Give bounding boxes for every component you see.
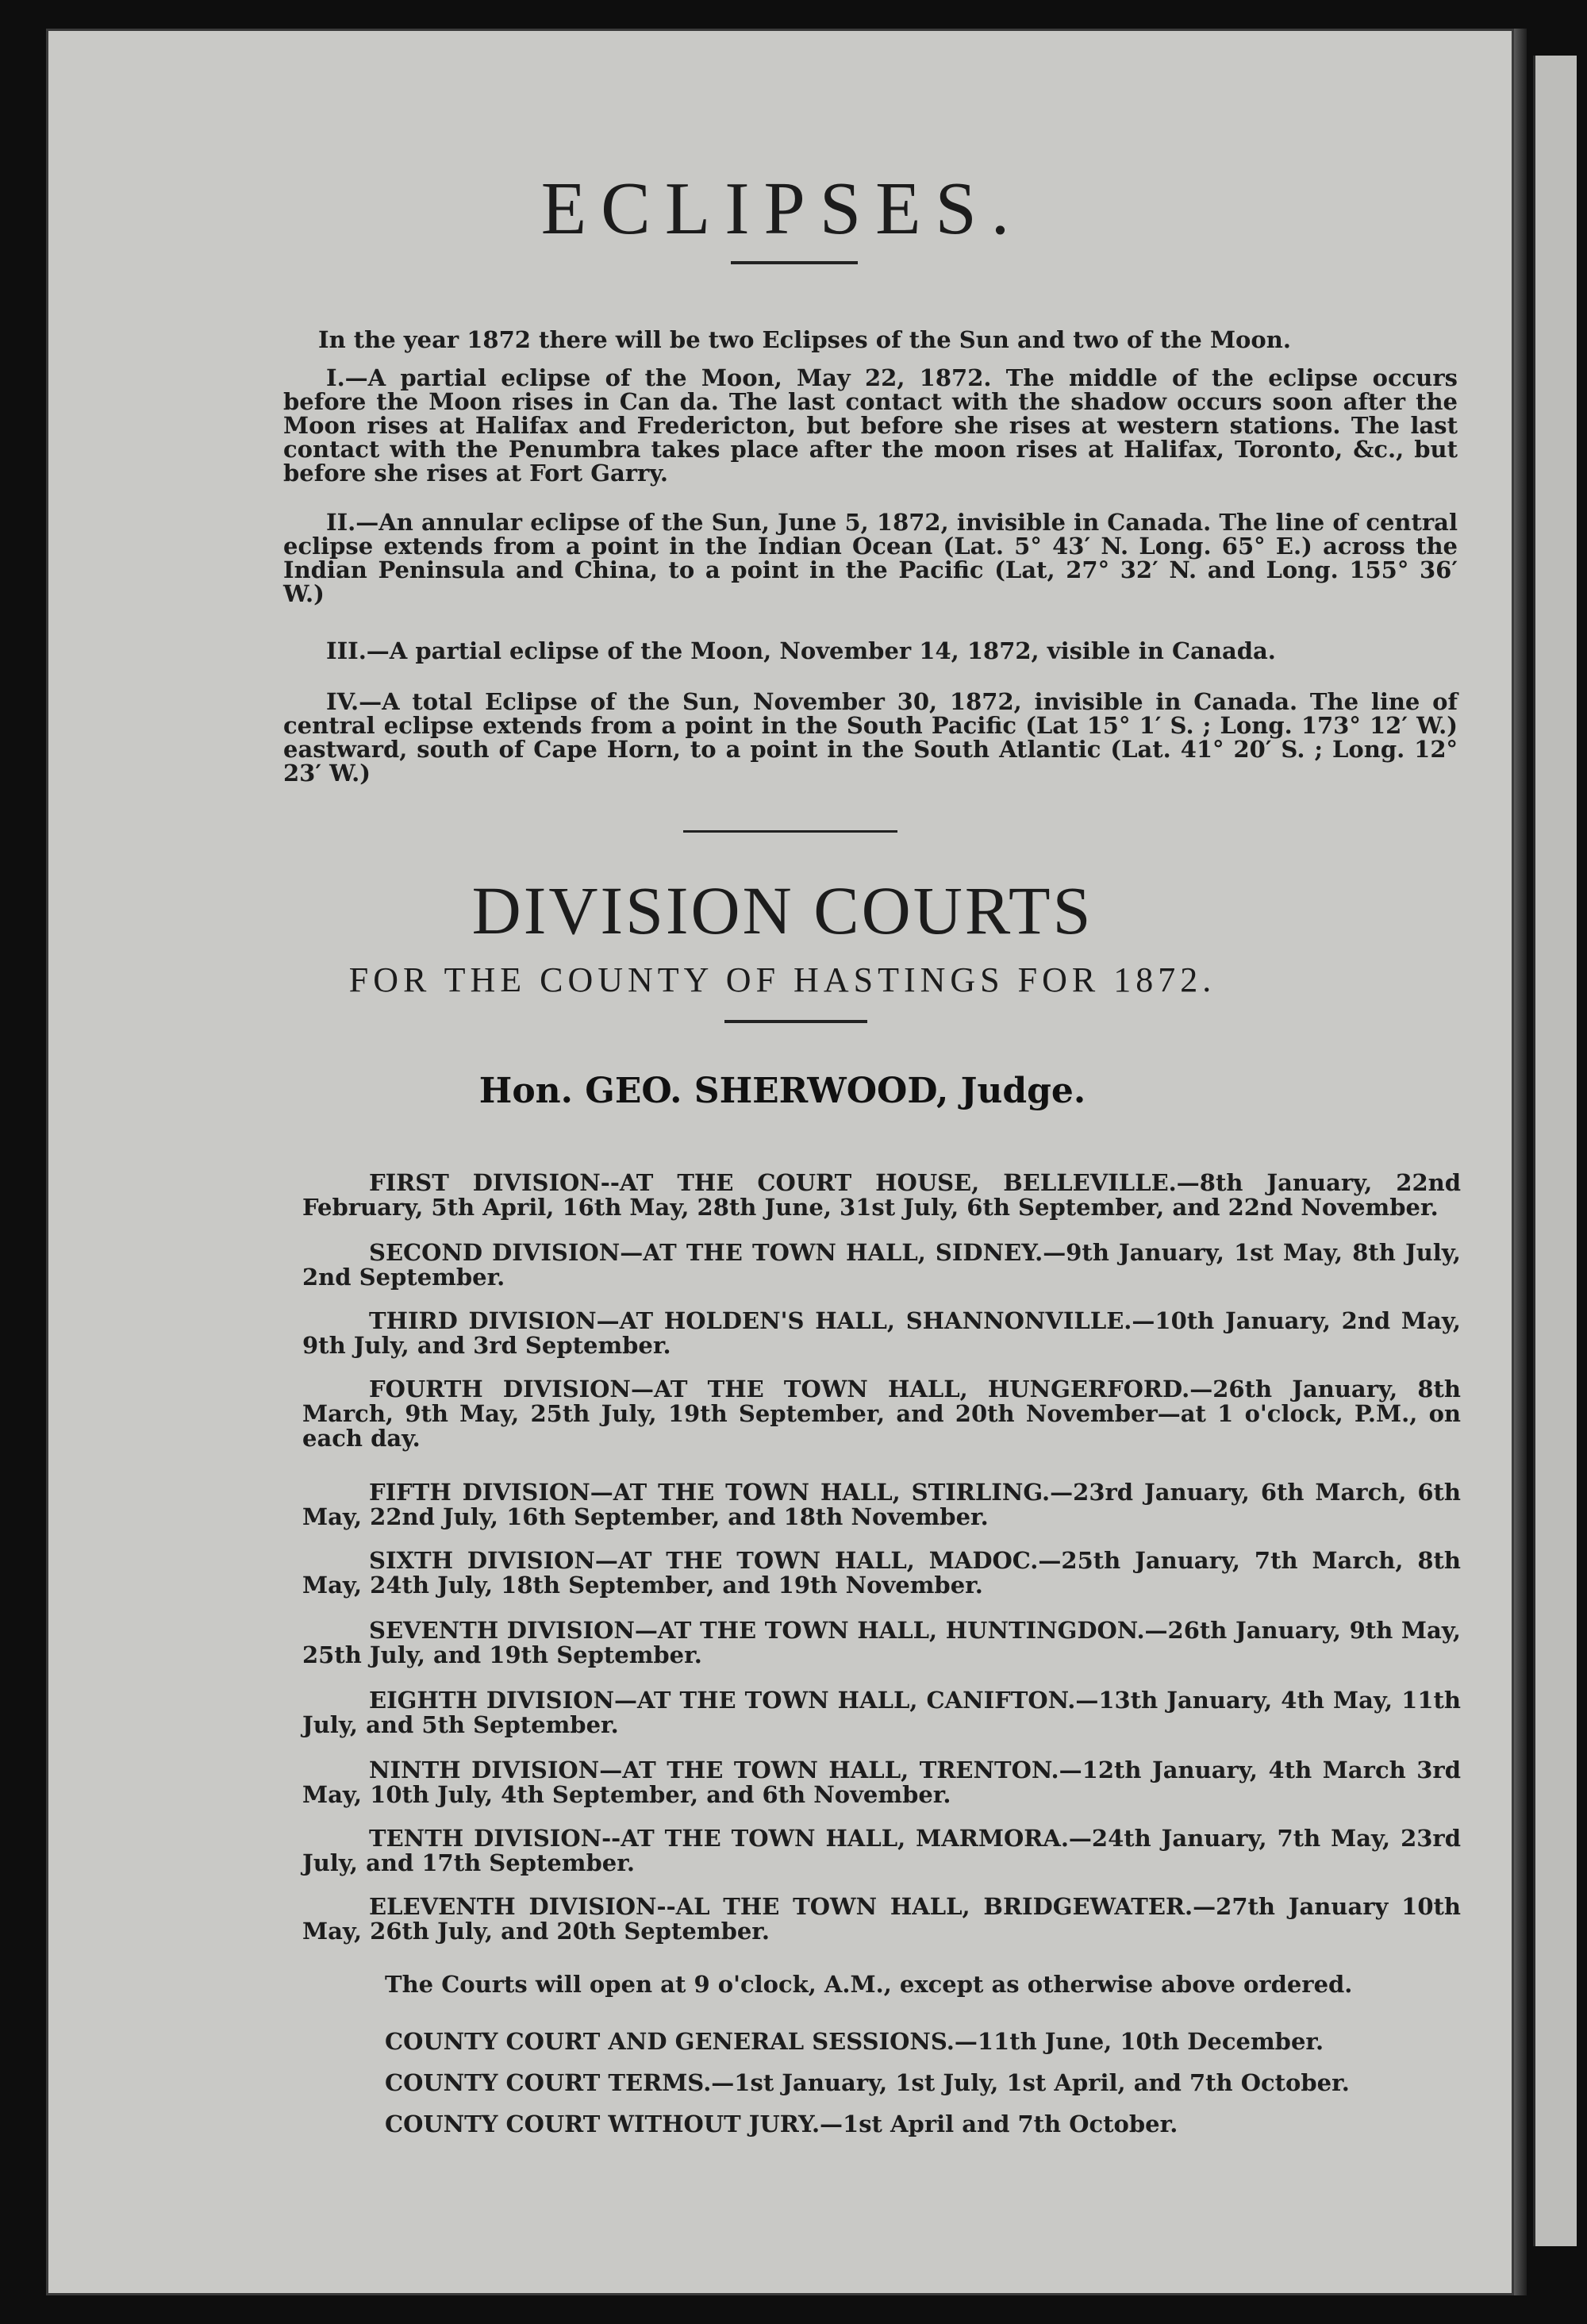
county-court-entry: COUNTY COURT WITHOUT JURY.—1st April and 7th October.: [385, 2110, 1178, 2137]
subtitle-rule: [724, 1020, 867, 1023]
division-entry: ELEVENTH DIVISION--AL THE TOWN HALL, BRIDGEWATER.—27th January 10th May, 26th July, and 20th September.: [302, 1893, 1461, 1945]
county-court-entry: COUNTY COURT TERMS.—1st January, 1st July, 1st April, and 7th October.: [385, 2069, 1350, 2096]
eclipse-item: IV.—A total Eclipse of the Sun, November 30, 1872, invisible in Canada. The line of central eclipse extends from a point in the South Pacific (Lat 15° 1′ S. ; Long. 173° 12′ W.) eastward, south of Cape Horn, to a point in the South Atlantic (Lat. 41° 20′ S. ; Long. 12° 23′ W.): [283, 688, 1458, 787]
courts-title: DIVISION COURTS: [471, 872, 1093, 948]
opening-note: The Courts will open at 9 o'clock, A.M., except as otherwise above ordered.: [385, 1971, 1353, 1998]
division-entry: NINTH DIVISION—AT THE TOWN HALL, TRENTON.—12th January, 4th March 3rd May, 10th July, 4th September, and 6th November.: [302, 1756, 1461, 1808]
county-court-entry: COUNTY COURT AND GENERAL SESSIONS.—11th June, 10th December.: [385, 2028, 1324, 2055]
division-entry: FIFTH DIVISION—AT THE TOWN HALL, STIRLING.—23rd January, 6th March, 6th May, 22nd July, 16th September, and 18th November.: [302, 1479, 1461, 1530]
judge-name: Hon. GEO. SHERWOOD, Judge.: [478, 1071, 1086, 1111]
title-rule: [731, 261, 858, 264]
eclipse-item: III.—A partial eclipse of the Moon, November 14, 1872, visible in Canada.: [326, 637, 1276, 664]
division-entry: SEVENTH DIVISION—AT THE TOWN HALL, HUNTINGDON.—26th January, 9th May, 25th July, and 19th September.: [302, 1617, 1461, 1668]
adjacent-page-strip: [1533, 56, 1577, 2246]
section-divider: [683, 830, 897, 833]
eclipses-intro: In the year 1872 there will be two Eclipses of the Sun and two of the Moon.: [318, 326, 1291, 353]
division-entry: TENTH DIVISION--AT THE TOWN HALL, MARMORA.—24th January, 7th May, 23rd July, and 17th September.: [302, 1825, 1461, 1876]
division-entry: FOURTH DIVISION—AT THE TOWN HALL, HUNGERFORD.—26th January, 8th March, 9th May, 25th July, 19th September, and 20th November—at 1 o'clock, P.M., on each day.: [302, 1376, 1461, 1452]
division-entry: SECOND DIVISION—AT THE TOWN HALL, SIDNEY.—9th January, 1st May, 8th July, 2nd September.: [302, 1239, 1461, 1291]
courts-subtitle: FOR THE COUNTY OF HASTINGS FOR 1872.: [348, 960, 1216, 999]
division-entry: EIGHTH DIVISION—AT THE TOWN HALL, CANIFTON.—13th January, 4th May, 11th July, and 5th September.: [302, 1687, 1461, 1738]
division-entry: FIRST DIVISION--AT THE COURT HOUSE, BELLEVILLE.—8th January, 22nd February, 5th April, 16th May, 28th June, 31st July, 6th September, and 22nd November.: [302, 1169, 1461, 1221]
eclipse-item: I.—A partial eclipse of the Moon, May 22, 1872. The middle of the eclipse occurs before the Moon rises in Can da. The last contact with the shadow occurs soon after the Moon rises at Halifax and Fredericton, but before she rises at western stations. The last contact with the Penumbra takes place after the moon rises at Halifax, Toronto, &c., but before she rises at Fort Garry.: [283, 364, 1458, 487]
division-entry: SIXTH DIVISION—AT THE TOWN HALL, MADOC.—25th January, 7th March, 8th May, 24th July, 18th September, and 19th November.: [302, 1547, 1461, 1599]
division-entry: THIRD DIVISION—AT HOLDEN'S HALL, SHANNONVILLE.—10th January, 2nd May, 9th July, and 3rd September.: [302, 1307, 1461, 1359]
document-page: [46, 29, 1514, 2295]
eclipse-item: II.—An annular eclipse of the Sun, June 5, 1872, invisible in Canada. The line of central eclipse extends from a point in the Indian Ocean (Lat. 5° 43′ N. Long. 65° E.) across the Indian Peninsula and China, to a point in the Pacific (Lat, 27° 32′ N. and Long. 155° 36′ W.): [283, 509, 1458, 607]
eclipses-title: ECLIPSES.: [540, 167, 1024, 250]
